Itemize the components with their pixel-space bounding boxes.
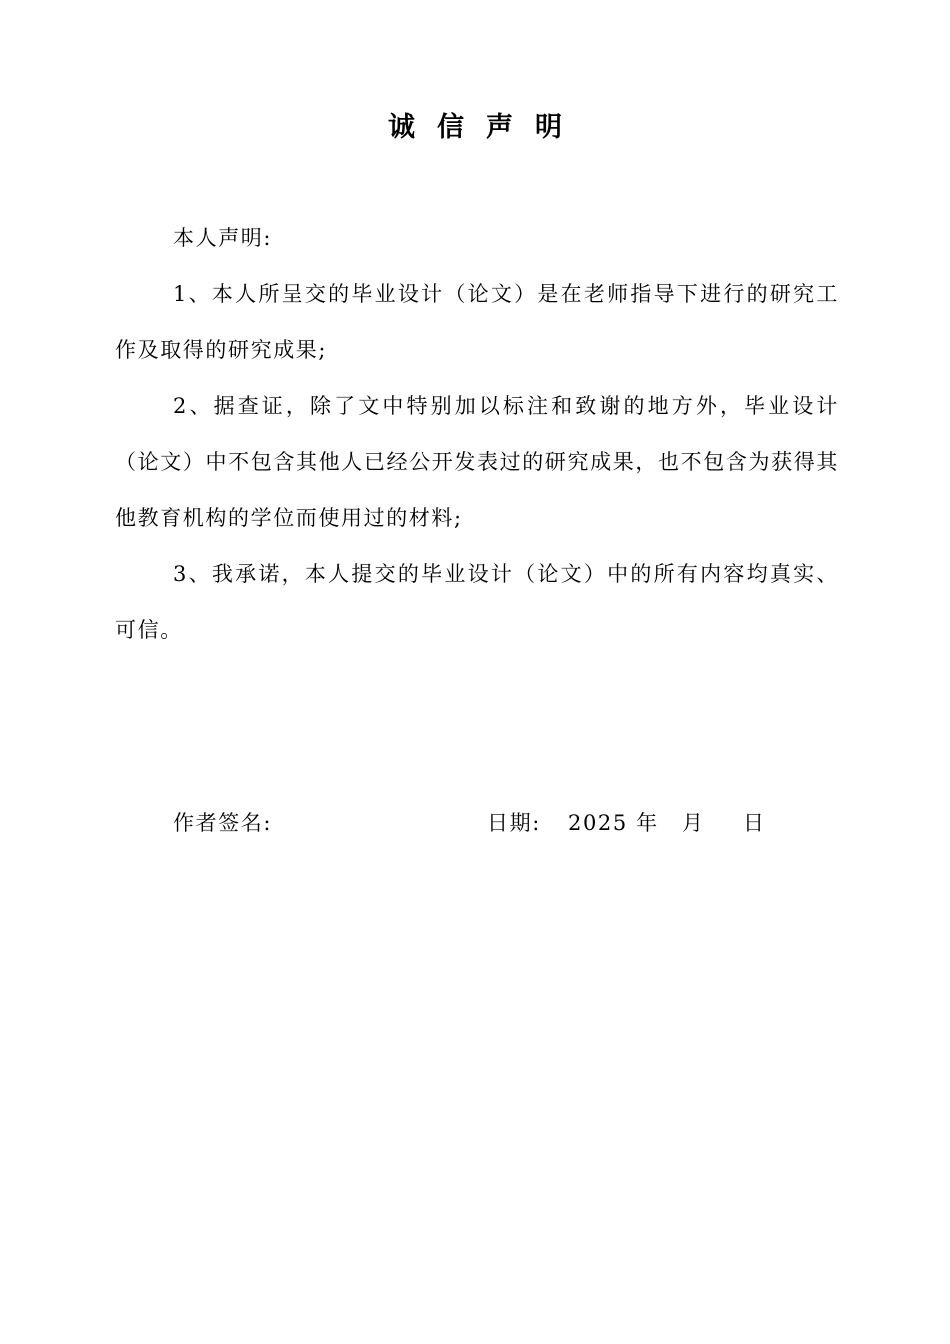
author-signature-label: 作者签名: bbox=[173, 811, 273, 835]
date-label: 日期: bbox=[487, 811, 541, 835]
clause-2: 2、据查证，除了文中特别加以标注和致谢的地方外，毕业设计（论文）中不包含其他人已经公开发表过的研究成果，也不包含为获得其他教育机构的学位而使用过的材料; bbox=[115, 394, 839, 530]
declaration-body bbox=[115, 210, 839, 658]
signature-row bbox=[115, 803, 839, 843]
date-month: 月 bbox=[682, 811, 705, 835]
intro-text: 本人声明: bbox=[173, 226, 273, 250]
clause-1: 1、本人所呈交的毕业设计（论文）是在老师指导下进行的研究工作及取得的研究成果; bbox=[115, 282, 839, 362]
date-year: 2025 年 bbox=[568, 811, 659, 835]
clause-3: 3、我承诺，本人提交的毕业设计（论文）中的所有内容均真实、可信。 bbox=[115, 562, 839, 642]
date-day: 日 bbox=[743, 811, 766, 835]
page-title: 诚信声明 bbox=[388, 112, 584, 143]
